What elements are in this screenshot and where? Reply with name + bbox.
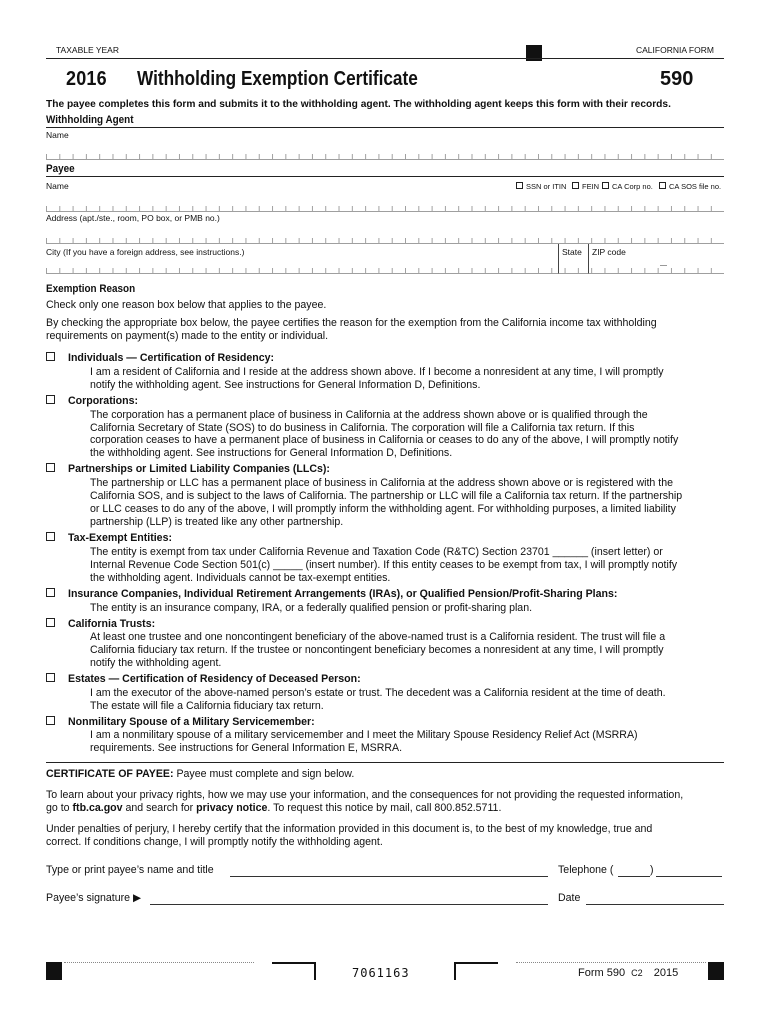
privacy-line-2 [46, 802, 501, 815]
certificate-heading [46, 768, 354, 781]
corporations-line-2: California Secretary of State (SOS) to do business in California. The corporation will file a California tax return. If this [90, 422, 635, 434]
insurance-checkbox[interactable] [46, 588, 55, 597]
barcode-number: 7061163 [352, 966, 410, 980]
signature-line [150, 904, 548, 905]
date-label: Date [558, 892, 581, 904]
withholding-agent-name-label: Name [46, 130, 69, 140]
telephone-area-line [618, 876, 650, 877]
print-name-label: Type or print payee’s name and title [46, 864, 214, 876]
tax-exempt-line-1: The entity is exempt from tax under California Revenue and Taxation Code (R&TC) Section 23701 ______ (insert letter) or [90, 546, 663, 558]
privacy-notice-text: privacy notice [196, 802, 268, 814]
partnerships-checkbox[interactable] [46, 463, 55, 472]
privacy-go: go to [46, 802, 73, 814]
california-form-label: CALIFORNIA FORM [636, 45, 714, 55]
individuals-checkbox[interactable] [46, 352, 55, 361]
payee-id-number-input[interactable] [516, 193, 724, 207]
footer-form-year: 2015 [653, 967, 679, 979]
ca-sos-label: CA SOS file no. [669, 182, 722, 191]
payee-name-input[interactable] [46, 193, 506, 207]
ca-corp-label: CA Corp no. [612, 182, 653, 191]
insurance-line-1: The entity is an insurance company, IRA, or a federally qualified pension or profit-sharing plan. [90, 602, 533, 614]
california-trusts-line-1: At least one trustee and one noncontingent beneficiary of the above-named trust is a California resident. The trust will file a [90, 631, 666, 643]
privacy-line-1: To learn about your privacy rights, how we may use your information, and the consequences for not providing the requested information, [46, 789, 684, 801]
zip-dash [660, 265, 667, 266]
address-label: Address (apt./ste., room, PO box, or PMB no.) [46, 213, 220, 223]
header-rule [46, 58, 724, 59]
tax-exempt-checkbox[interactable] [46, 532, 55, 541]
form-number: 590 [660, 68, 694, 90]
individuals-line-2: notify the withholding agent. See instructions for General Information D, Definitions. [90, 379, 481, 391]
footer-form-label [578, 967, 678, 979]
print-name-line [230, 876, 548, 877]
corporations-line-1: The corporation has a permanent place of business in California at the address shown above or is qualified through the [90, 409, 648, 421]
tax-exempt-title: Tax-Exempt Entities: [68, 532, 172, 544]
california-trusts-line-3: notify the withholding agent. [90, 657, 222, 669]
insurance-title: Insurance Companies, Individual Retirement Arrangements (IRAs), or Qualified Pension/Profit-Sharing Plans: [68, 588, 618, 600]
withholding-agent-heading: Withholding Agent [46, 114, 134, 126]
estates-title: Estates — Certification of Residency of Deceased Person: [68, 673, 361, 685]
perjury-line-2: correct. If conditions change, I will promptly notify the withholding agent. [46, 836, 383, 848]
estates-checkbox[interactable] [46, 673, 55, 682]
california-trusts-title: California Trusts: [68, 618, 156, 630]
estates-line-2: The estate will file a California fiduciary tax return. [90, 700, 324, 712]
registration-mark-bottom-right [708, 962, 724, 980]
ca-sos-checkbox[interactable] [659, 182, 666, 189]
footer-dotline-right [516, 962, 706, 963]
fein-label: FEIN [582, 182, 600, 191]
telephone-input[interactable] [656, 862, 722, 876]
telephone-label: Telephone ( [558, 864, 614, 876]
tax-exempt-line-3: the withholding agent. Individuals cannot be tax-exempt entities. [90, 572, 391, 584]
certificate-heading-rest: Payee must complete and sign below. [173, 768, 355, 780]
payee-name-ticks [46, 206, 724, 212]
footer-dotline-left [64, 962, 254, 963]
form-title: Withholding Exemption Certificate [137, 68, 418, 90]
footer-bracket-left [272, 962, 316, 980]
nonmilitary-spouse-checkbox[interactable] [46, 716, 55, 725]
taxable-year-label: TAXABLE YEAR [56, 45, 119, 55]
partnerships-title: Partnerships or Limited Liability Companies (LLCs): [68, 463, 330, 475]
ssn-itin-label: SSN or ITIN [526, 182, 567, 191]
corporations-checkbox[interactable] [46, 395, 55, 404]
corporations-title: Corporations: [68, 395, 139, 407]
exemption-intro-2a: By checking the appropriate box below, the payee certifies the reason for the exemption from the California income tax withholding [46, 317, 657, 329]
individuals-line-1: I am a resident of California and I reside at the address shown above. If I become a nonresident at any time, I will promptly [90, 366, 664, 378]
city-label: City (If you have a foreign address, see instructions.) [46, 247, 245, 257]
partnerships-line-3: or LLC ceases to do any of the above, I will promptly inform the withholding agent. For withholding purposes, a limited liability [90, 503, 676, 515]
partnerships-line-2: California SOS, and is subject to the laws of California. The partnership or LLC will file a California tax return. If the partnership [90, 490, 683, 502]
footer-form-suffix: C2 [631, 968, 643, 978]
california-trusts-checkbox[interactable] [46, 618, 55, 627]
registration-mark-bottom-left [46, 962, 62, 980]
print-name-input[interactable] [230, 862, 548, 876]
payee-heading: Payee [46, 163, 75, 175]
nonmilitary-spouse-line-1: I am a nonmilitary spouse of a military servicemember and I meet the Military Spouse Residency Relief Act (MSRRA) [90, 729, 638, 741]
corporations-line-4: the withholding agent. See instructions for General Information D, Definitions. [90, 447, 453, 459]
privacy-end: . To request this notice by mail, call 800.852.5711. [267, 802, 502, 814]
estates-line-1: I am the executor of the above-named person’s estate or trust. The decedent was a California resident at the time of death. [90, 687, 666, 699]
signature-input[interactable] [150, 890, 548, 904]
nonmilitary-spouse-title: Nonmilitary Spouse of a Military Servicemember: [68, 716, 315, 728]
california-trusts-line-2: California fiduciary tax return. If the trustee or noncontingent beneficiary becomes a nonresident at any time, I will promptly [90, 644, 664, 656]
fein-checkbox[interactable] [572, 182, 579, 189]
perjury-line-1: Under penalties of perjury, I hereby certify that the information provided in this document is, to the best of my knowledge, true and [46, 823, 653, 835]
form-year: 2016 [66, 68, 107, 90]
date-line [586, 904, 724, 905]
zip-label: ZIP code [592, 247, 626, 257]
payee-rule [46, 176, 724, 177]
telephone-close: ) [650, 864, 654, 876]
nonmilitary-spouse-line-2: requirements. See instructions for General Information E, MSRRA. [90, 742, 403, 754]
telephone-line [656, 876, 722, 877]
payee-name-label: Name [46, 181, 69, 191]
signature-label: Payee’s signature ▶ [46, 892, 142, 904]
state-label: State [562, 247, 582, 257]
telephone-area-input[interactable] [618, 862, 650, 876]
certificate-rule [46, 762, 724, 763]
exemption-intro-2b: requirements on payment(s) made to the entity or individual. [46, 330, 329, 342]
footer-form-name: Form 590 [578, 967, 626, 979]
certificate-heading-bold: CERTIFICATE OF PAYEE: [46, 768, 174, 780]
privacy-mid: and search for [122, 802, 197, 814]
form-instruction: The payee completes this form and submits it to the withholding agent. The withholding agent keeps this form with their records. [46, 99, 671, 110]
footer-bracket-right [454, 962, 498, 980]
partnerships-line-1: The partnership or LLC has a permanent place of business in California at the address shown above or is registered with the [90, 477, 673, 489]
withholding-agent-rule [46, 127, 724, 128]
withholding-agent-name-input[interactable] [46, 141, 724, 155]
partnerships-line-4: partnership (LLP) is treated like any other partnership. [90, 516, 344, 528]
address-input[interactable] [46, 225, 724, 239]
exemption-heading: Exemption Reason [46, 283, 136, 295]
individuals-title: Individuals — Certification of Residency: [68, 352, 275, 364]
ca-corp-checkbox[interactable] [602, 182, 609, 189]
exemption-intro-1: Check only one reason box below that applies to the payee. [46, 299, 327, 311]
ssn-itin-checkbox[interactable] [516, 182, 523, 189]
city-ticks [46, 268, 724, 274]
tax-exempt-line-2: Internal Revenue Code Section 501(c) _____ (insert number). If this entity ceases to be exempt from tax, I will promptly notify [90, 559, 678, 571]
withholding-agent-name-ticks [46, 154, 724, 160]
privacy-site-link[interactable]: ftb.ca.gov [72, 802, 123, 814]
corporations-line-3: corporation ceases to have a permanent place of business in California or ceases to do any of the above, I will promptly notify [90, 434, 679, 446]
address-ticks [46, 238, 724, 244]
date-input[interactable] [586, 890, 724, 904]
